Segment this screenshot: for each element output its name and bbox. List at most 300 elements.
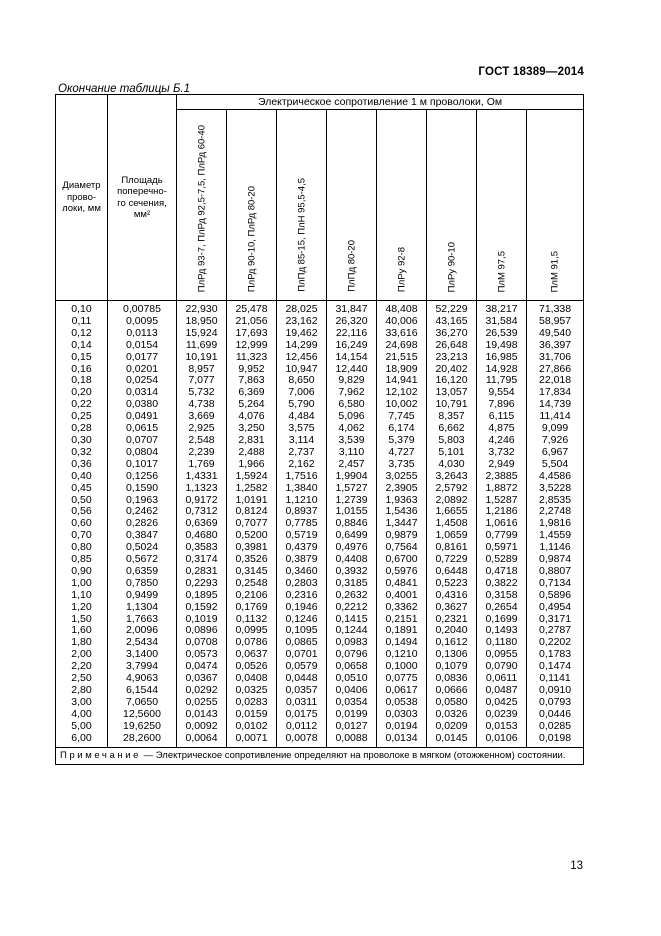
cell-resistance: 0,0793	[527, 697, 584, 709]
table-caption: Окончание таблицы Б.1	[58, 83, 191, 95]
cell-diameter: 0,14	[56, 340, 108, 352]
cell-resistance: 0,0071	[227, 733, 277, 747]
cell-resistance: 0,0796	[327, 649, 377, 661]
cell-resistance: 14,928	[477, 364, 527, 376]
cell-resistance: 0,2321	[427, 614, 477, 626]
cell-resistance: 26,648	[427, 340, 477, 352]
cell-resistance: 3,669	[177, 411, 227, 423]
cell-area: 0,0615	[108, 423, 177, 435]
cell-area: 0,0314	[108, 387, 177, 399]
cell-resistance: 0,7799	[477, 530, 527, 542]
cell-resistance: 0,0106	[477, 733, 527, 747]
cell-resistance: 21,515	[377, 352, 427, 364]
cell-resistance: 4,4586	[527, 471, 584, 483]
alloy-label: ПлРд 93-7, ПлРд 92,5-7,5, ПлРд 60-40	[196, 124, 207, 292]
cell-resistance: 31,706	[527, 352, 584, 364]
cell-resistance: 0,1019	[177, 614, 227, 626]
note-row	[56, 747, 584, 764]
table-row	[56, 733, 584, 747]
cell-diameter: 0,20	[56, 387, 108, 399]
cell-resistance: 0,0303	[377, 709, 427, 721]
cell-resistance: 3,735	[377, 459, 427, 471]
cell-resistance: 0,2040	[427, 625, 477, 637]
cell-diameter: 0,22	[56, 399, 108, 411]
cell-resistance: 0,0143	[177, 709, 227, 721]
cell-resistance: 0,1891	[377, 625, 427, 637]
cell-resistance: 0,0102	[227, 721, 277, 733]
cell-resistance: 17,834	[527, 387, 584, 399]
cell-resistance: 0,0865	[277, 637, 327, 649]
cell-resistance: 10,791	[427, 399, 477, 411]
table-row	[56, 578, 584, 590]
cell-resistance: 6,174	[377, 423, 427, 435]
cell-resistance: 0,6700	[377, 554, 427, 566]
cell-resistance: 2,457	[327, 459, 377, 471]
cell-area: 0,0113	[108, 328, 177, 340]
cell-resistance: 3,539	[327, 435, 377, 447]
table-row	[56, 721, 584, 733]
cell-resistance: 0,1306	[427, 649, 477, 661]
cell-resistance: 0,3583	[177, 542, 227, 554]
page-number: 13	[570, 860, 583, 872]
cell-resistance: 22,930	[177, 301, 227, 316]
cell-area: 0,1017	[108, 459, 177, 471]
cell-area: 0,1963	[108, 495, 177, 507]
table-row	[56, 590, 584, 602]
cell-diameter: 1,00	[56, 578, 108, 590]
cell-resistance: 0,0354	[327, 697, 377, 709]
table-row	[56, 340, 584, 352]
header-alloy-5	[377, 110, 427, 301]
note-label: Примечание	[60, 749, 141, 761]
cell-resistance: 6,369	[227, 387, 277, 399]
cell-resistance: 7,006	[277, 387, 327, 399]
cell-resistance: 1,769	[177, 459, 227, 471]
cell-resistance: 0,4379	[277, 542, 327, 554]
cell-resistance: 0,0209	[427, 721, 477, 733]
header-alloy-8	[527, 110, 584, 301]
cell-resistance: 0,0406	[327, 685, 377, 697]
cell-resistance: 0,1699	[477, 614, 527, 626]
cell-resistance: 1,6655	[427, 506, 477, 518]
cell-resistance: 8,957	[177, 364, 227, 376]
cell-resistance: 0,3185	[327, 578, 377, 590]
cell-resistance: 14,941	[377, 375, 427, 387]
cell-resistance: 16,249	[327, 340, 377, 352]
cell-resistance: 19,462	[277, 328, 327, 340]
cell-area: 1,7663	[108, 614, 177, 626]
cell-diameter: 0,70	[56, 530, 108, 542]
cell-diameter: 1,80	[56, 637, 108, 649]
cell-resistance: 36,397	[527, 340, 584, 352]
cell-resistance: 0,3981	[227, 542, 277, 554]
cell-resistance: 31,847	[327, 301, 377, 316]
table-row	[56, 602, 584, 614]
cell-resistance: 22,116	[327, 328, 377, 340]
cell-resistance: 14,299	[277, 340, 327, 352]
cell-diameter: 0,60	[56, 518, 108, 530]
cell-resistance: 18,909	[377, 364, 427, 376]
cell-diameter: 0,32	[56, 447, 108, 459]
cell-resistance: 0,4954	[527, 602, 584, 614]
cell-resistance: 1,8872	[477, 483, 527, 495]
cell-resistance: 11,323	[227, 352, 277, 364]
cell-resistance: 0,1946	[277, 602, 327, 614]
cell-area: 0,1590	[108, 483, 177, 495]
cell-resistance: 0,1612	[427, 637, 477, 649]
cell-area: 0,2826	[108, 518, 177, 530]
cell-resistance: 2,162	[277, 459, 327, 471]
cell-resistance: 0,0175	[277, 709, 327, 721]
cell-diameter: 2,80	[56, 685, 108, 697]
cell-resistance: 2,3885	[477, 471, 527, 483]
cell-resistance: 0,0579	[277, 661, 327, 673]
cell-resistance: 27,866	[527, 364, 584, 376]
cell-resistance: 0,7077	[227, 518, 277, 530]
cell-resistance: 0,4841	[377, 578, 427, 590]
cell-area: 0,5672	[108, 554, 177, 566]
cell-resistance: 1,5436	[377, 506, 427, 518]
cell-resistance: 58,957	[527, 316, 584, 328]
cell-resistance: 2,8535	[527, 495, 584, 507]
cell-resistance: 0,0064	[177, 733, 227, 747]
cell-resistance: 18,950	[177, 316, 227, 328]
cell-resistance: 0,1592	[177, 602, 227, 614]
cell-diameter: 2,50	[56, 673, 108, 685]
cell-resistance: 0,0145	[427, 733, 477, 747]
header-alloy-7	[477, 110, 527, 301]
cell-resistance: 1,0155	[327, 506, 377, 518]
cell-resistance: 0,5223	[427, 578, 477, 590]
cell-resistance: 1,1323	[177, 483, 227, 495]
cell-resistance: 10,002	[377, 399, 427, 411]
cell-resistance: 0,4976	[327, 542, 377, 554]
cell-resistance: 4,076	[227, 411, 277, 423]
cell-resistance: 12,440	[327, 364, 377, 376]
cell-resistance: 0,1474	[527, 661, 584, 673]
cell-resistance: 0,0658	[327, 661, 377, 673]
cell-resistance: 0,0448	[277, 673, 327, 685]
cell-resistance: 0,9879	[377, 530, 427, 542]
cell-area: 12,5600	[108, 709, 177, 721]
cell-area: 0,3847	[108, 530, 177, 542]
cell-resistance: 0,0666	[427, 685, 477, 697]
cell-resistance: 0,9172	[177, 495, 227, 507]
cell-resistance: 0,1493	[477, 625, 527, 637]
cell-resistance: 0,5896	[527, 590, 584, 602]
cell-resistance: 1,4331	[177, 471, 227, 483]
cell-resistance: 0,0285	[527, 721, 584, 733]
cell-resistance: 0,1079	[427, 661, 477, 673]
cell-resistance: 0,5971	[477, 542, 527, 554]
cell-resistance: 0,4316	[427, 590, 477, 602]
resistance-table	[55, 94, 584, 765]
cell-resistance: 0,0255	[177, 697, 227, 709]
cell-diameter: 2,00	[56, 649, 108, 661]
cell-resistance: 0,0510	[327, 673, 377, 685]
cell-resistance: 1,3447	[377, 518, 427, 530]
cell-resistance: 0,1415	[327, 614, 377, 626]
cell-resistance: 20,402	[427, 364, 477, 376]
cell-resistance: 0,3362	[377, 602, 427, 614]
cell-resistance: 5,101	[427, 447, 477, 459]
cell-resistance: 0,0637	[227, 649, 277, 661]
cell-resistance: 1,1146	[527, 542, 584, 554]
cell-area: 19,6250	[108, 721, 177, 733]
alloy-label: ПлПд 80-20	[346, 240, 357, 292]
cell-resistance: 6,967	[527, 447, 584, 459]
alloy-label: ПлМ 91,5	[549, 250, 561, 292]
standard-designation: ГОСТ 18389—2014	[478, 66, 584, 78]
cell-resistance: 1,5727	[327, 483, 377, 495]
cell-area: 0,0201	[108, 364, 177, 376]
cell-resistance: 0,0408	[227, 673, 277, 685]
cell-resistance: 48,408	[377, 301, 427, 316]
cell-resistance: 0,0474	[177, 661, 227, 673]
cell-resistance: 0,0775	[377, 673, 427, 685]
cell-diameter: 0,11	[56, 316, 108, 328]
cell-resistance: 31,584	[477, 316, 527, 328]
cell-area: 0,00785	[108, 301, 177, 316]
cell-resistance: 0,2831	[177, 566, 227, 578]
cell-resistance: 49,540	[527, 328, 584, 340]
header-alloy-4	[327, 110, 377, 301]
cell-resistance: 0,0425	[477, 697, 527, 709]
cell-resistance: 36,270	[427, 328, 477, 340]
cell-resistance: 0,4408	[327, 554, 377, 566]
cell-diameter: 0,12	[56, 328, 108, 340]
cell-resistance: 12,456	[277, 352, 327, 364]
cell-resistance: 2,831	[227, 435, 277, 447]
cell-resistance: 0,7229	[427, 554, 477, 566]
header-alloy-2	[227, 110, 277, 301]
cell-diameter: 0,30	[56, 435, 108, 447]
cell-area: 0,7850	[108, 578, 177, 590]
cell-area: 0,0707	[108, 435, 177, 447]
cell-resistance: 7,077	[177, 375, 227, 387]
cell-resistance: 3,110	[327, 447, 377, 459]
cell-resistance: 0,8807	[527, 566, 584, 578]
cell-resistance: 1,3840	[277, 483, 327, 495]
cell-resistance: 1,5924	[227, 471, 277, 483]
cell-resistance: 0,0836	[427, 673, 477, 685]
cell-resistance: 5,264	[227, 399, 277, 411]
cell-area: 2,5434	[108, 637, 177, 649]
cell-resistance: 0,3174	[177, 554, 227, 566]
cell-resistance: 7,745	[377, 411, 427, 423]
cell-resistance: 1,5287	[477, 495, 527, 507]
table-row	[56, 301, 584, 316]
cell-resistance: 0,0199	[327, 709, 377, 721]
cell-diameter: 0,45	[56, 483, 108, 495]
table-row	[56, 328, 584, 340]
header-alloy-3	[277, 110, 327, 301]
cell-resistance: 26,320	[327, 316, 377, 328]
cell-resistance: 9,554	[477, 387, 527, 399]
table-row	[56, 352, 584, 364]
cell-resistance: 0,0896	[177, 625, 227, 637]
cell-resistance: 3,114	[277, 435, 327, 447]
cell-resistance: 13,057	[427, 387, 477, 399]
cell-resistance: 12,102	[377, 387, 427, 399]
cell-resistance: 11,699	[177, 340, 227, 352]
cell-resistance: 4,484	[277, 411, 327, 423]
cell-area: 1,1304	[108, 602, 177, 614]
cell-resistance: 0,6369	[177, 518, 227, 530]
cell-resistance: 6,662	[427, 423, 477, 435]
cell-resistance: 9,829	[327, 375, 377, 387]
cell-diameter: 3,00	[56, 697, 108, 709]
cell-resistance: 16,120	[427, 375, 477, 387]
cell-resistance: 0,0573	[177, 649, 227, 661]
cell-resistance: 0,0526	[227, 661, 277, 673]
cell-resistance: 0,8846	[327, 518, 377, 530]
cell-resistance: 9,952	[227, 364, 277, 376]
table-row	[56, 709, 584, 721]
cell-resistance: 0,0983	[327, 637, 377, 649]
cell-resistance: 23,162	[277, 316, 327, 328]
table-row	[56, 483, 584, 495]
cell-resistance: 0,0283	[227, 697, 277, 709]
cell-resistance: 3,250	[227, 423, 277, 435]
cell-resistance: 22,018	[527, 375, 584, 387]
cell-resistance: 0,7785	[277, 518, 327, 530]
cell-diameter: 0,25	[56, 411, 108, 423]
cell-resistance: 0,5289	[477, 554, 527, 566]
table-row	[56, 471, 584, 483]
cell-resistance: 19,498	[477, 340, 527, 352]
cell-resistance: 0,0995	[227, 625, 277, 637]
cell-resistance: 0,2316	[277, 590, 327, 602]
cell-resistance: 0,1210	[377, 649, 427, 661]
cell-area: 0,0804	[108, 447, 177, 459]
cell-resistance: 9,099	[527, 423, 584, 435]
table-row	[56, 459, 584, 471]
cell-resistance: 0,0194	[377, 721, 427, 733]
cell-resistance: 0,1244	[327, 625, 377, 637]
cell-resistance: 2,737	[277, 447, 327, 459]
cell-resistance: 0,0910	[527, 685, 584, 697]
cell-resistance: 3,0255	[377, 471, 427, 483]
cell-resistance: 5,096	[327, 411, 377, 423]
cell-resistance: 0,3158	[477, 590, 527, 602]
cell-diameter: 1,10	[56, 590, 108, 602]
cell-resistance: 28,025	[277, 301, 327, 316]
cell-resistance: 3,732	[477, 447, 527, 459]
cell-resistance: 0,0487	[477, 685, 527, 697]
cell-resistance: 0,0311	[277, 697, 327, 709]
cell-area: 0,5024	[108, 542, 177, 554]
note-text: — Электрическое сопротивление определяют на проволоке в мягком (отожженном) состоянии.	[141, 749, 566, 761]
cell-diameter: 0,40	[56, 471, 108, 483]
cell-resistance: 0,0239	[477, 709, 527, 721]
cell-resistance: 0,0326	[427, 709, 477, 721]
cell-resistance: 24,698	[377, 340, 427, 352]
cell-diameter: 1,50	[56, 614, 108, 626]
cell-resistance: 0,0134	[377, 733, 427, 747]
table-row	[56, 447, 584, 459]
cell-resistance: 52,229	[427, 301, 477, 316]
cell-resistance: 0,1095	[277, 625, 327, 637]
cell-diameter: 0,50	[56, 495, 108, 507]
cell-resistance: 16,985	[477, 352, 527, 364]
alloy-label: ПлРд 90-10, ПлРд 80-20	[246, 185, 257, 292]
cell-resistance: 10,947	[277, 364, 327, 376]
cell-resistance: 6,580	[327, 399, 377, 411]
cell-resistance: 0,9874	[527, 554, 584, 566]
cell-resistance: 2,488	[227, 447, 277, 459]
cell-resistance: 0,3879	[277, 554, 327, 566]
cell-resistance: 17,693	[227, 328, 277, 340]
header-resistance-group: Электрическое сопротивление 1 м проволоки, Ом	[177, 95, 584, 110]
cell-area: 0,0380	[108, 399, 177, 411]
cell-resistance: 0,6448	[427, 566, 477, 578]
cell-area: 0,0095	[108, 316, 177, 328]
cell-area: 0,9499	[108, 590, 177, 602]
cell-resistance: 11,795	[477, 375, 527, 387]
cell-resistance: 2,5792	[427, 483, 477, 495]
cell-diameter: 0,18	[56, 375, 108, 387]
cell-resistance: 4,246	[477, 435, 527, 447]
cell-diameter: 5,00	[56, 721, 108, 733]
cell-resistance: 0,0198	[527, 733, 584, 747]
cell-resistance: 3,575	[277, 423, 327, 435]
cell-resistance: 7,863	[227, 375, 277, 387]
cell-resistance: 1,9904	[327, 471, 377, 483]
cell-diameter: 0,15	[56, 352, 108, 364]
cell-diameter: 0,80	[56, 542, 108, 554]
cell-resistance: 7,926	[527, 435, 584, 447]
cell-diameter: 0,36	[56, 459, 108, 471]
cell-resistance: 0,3627	[427, 602, 477, 614]
alloy-label: ПлМ 97,5	[496, 250, 507, 292]
cell-resistance: 0,0153	[477, 721, 527, 733]
cell-resistance: 0,0611	[477, 673, 527, 685]
cell-area: 28,2600	[108, 733, 177, 747]
alloy-label: ПлПд 85-15, ПлН 95,5-4,5	[296, 178, 307, 292]
cell-area: 0,2462	[108, 506, 177, 518]
cell-area: 0,0254	[108, 375, 177, 387]
cell-resistance: 33,616	[377, 328, 427, 340]
cell-resistance: 0,2202	[527, 637, 584, 649]
cell-resistance: 0,1141	[527, 673, 584, 685]
cell-resistance: 0,0446	[527, 709, 584, 721]
cell-resistance: 23,213	[427, 352, 477, 364]
cell-resistance: 0,4001	[377, 590, 427, 602]
cell-area: 0,0491	[108, 411, 177, 423]
cell-resistance: 2,2748	[527, 506, 584, 518]
cell-resistance: 21,056	[227, 316, 277, 328]
cell-resistance: 0,1246	[277, 614, 327, 626]
cell-resistance: 0,5976	[377, 566, 427, 578]
cell-diameter: 1,20	[56, 602, 108, 614]
cell-area: 3,1400	[108, 649, 177, 661]
cell-resistance: 2,548	[177, 435, 227, 447]
cell-resistance: 14,154	[327, 352, 377, 364]
cell-resistance: 1,2186	[477, 506, 527, 518]
cell-resistance: 25,478	[227, 301, 277, 316]
alloy-label: ПлРу 92-8	[396, 246, 407, 292]
cell-area: 0,6359	[108, 566, 177, 578]
cell-resistance: 2,0892	[427, 495, 477, 507]
cell-resistance: 7,962	[327, 387, 377, 399]
cell-resistance: 0,7564	[377, 542, 427, 554]
cell-resistance: 1,2739	[327, 495, 377, 507]
cell-resistance: 0,6499	[327, 530, 377, 542]
cell-resistance: 0,0092	[177, 721, 227, 733]
cell-resistance: 14,739	[527, 399, 584, 411]
cell-resistance: 15,924	[177, 328, 227, 340]
